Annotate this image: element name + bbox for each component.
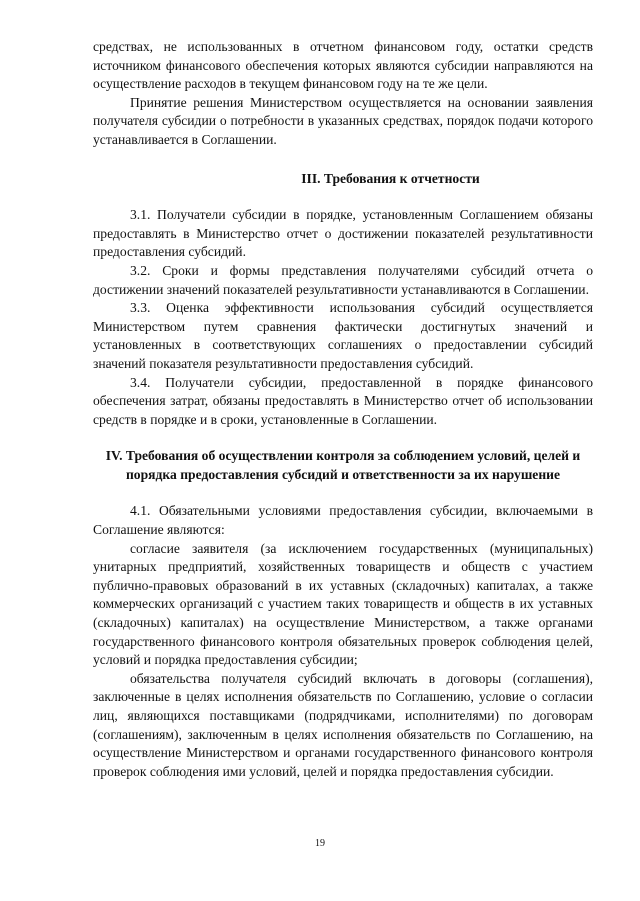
- paragraph-3-3: 3.3. Оценка эффективности использования субсидий осуществляется Министерством путем сравнения фактически достигнутых значений и установленных в соответствующих соглашениях о предоставлении субсидий значений показателя результативности предоставления субсидий.: [93, 300, 593, 371]
- paragraph-3-4: 3.4. Получатели субсидии, предоставленной в порядке финансового обеспечения затрат, обязаны предоставлять в Министерство отчет об использовании средств в порядке и в сроки, установленные в Соглашении.: [93, 374, 593, 427]
- paragraph: Принятие решения Министерством осуществляется на основании заявления получателя субсидии о потребности в указанных средствах, порядок подачи которого устанавливается в Соглашении.: [93, 94, 593, 147]
- document-body: [93, 38, 593, 781]
- paragraph-4-1: 4.1. Обязательными условиями предоставления субсидии, включаемыми в Соглашение являются:: [93, 503, 593, 538]
- section-heading-3: III. Требования к отчетности: [301, 170, 480, 186]
- paragraph-obligations: обязательства получателя субсидий включать в договоры (соглашения), заключенные в целях исполнения обязательств по Соглашению, условие о согласии лиц, являющихся поставщиками (подрядчиками, исполнителями) по договорам (соглашениям), заключенным в целях исполнения обязательств по Соглашению, на осуществление Министерством и органами государственного финансового контроля проверок соблюдения ими условий, целей и порядка предоставления субсидии.: [93, 670, 593, 779]
- paragraph-3-2: 3.2. Сроки и формы представления получателями субсидий отчета о достижении значений показателей результативности устанавливаются в Соглашении.: [93, 262, 593, 297]
- section-heading-4: IV. Требования об осуществлении контроля за соблюдением условий, целей и порядка предоставления субсидий и ответственности за их нарушение: [105, 448, 581, 482]
- paragraph: средствах, не использованных в отчетном финансовом году, остатки средств источником финансового обеспечения которых являются субсидии направляются на осуществление расходов в текущем финансовом году на те же цели.: [93, 39, 593, 92]
- paragraph-3-1: 3.1. Получатели субсидии в порядке, установленным Соглашением обязаны предоставлять в Министерство отчет о достижении показателей результативности предоставления субсидий.: [93, 207, 593, 260]
- page-number: 19: [315, 838, 325, 849]
- paragraph-consent: согласие заявителя (за исключением государственных (муниципальных) унитарных предприятий, хозяйственных товариществ и обществ с участием публично-правовых образований в их уставных (складочных) капиталах, а также коммерческих организаций с участием таких товариществ и обществ в их уставных (складочных) капиталах) на осуществление Министерством, а также органами государственного финансового контроля обязательных проверок соблюдения целей, условий и порядка предоставления субсидии;: [93, 540, 593, 668]
